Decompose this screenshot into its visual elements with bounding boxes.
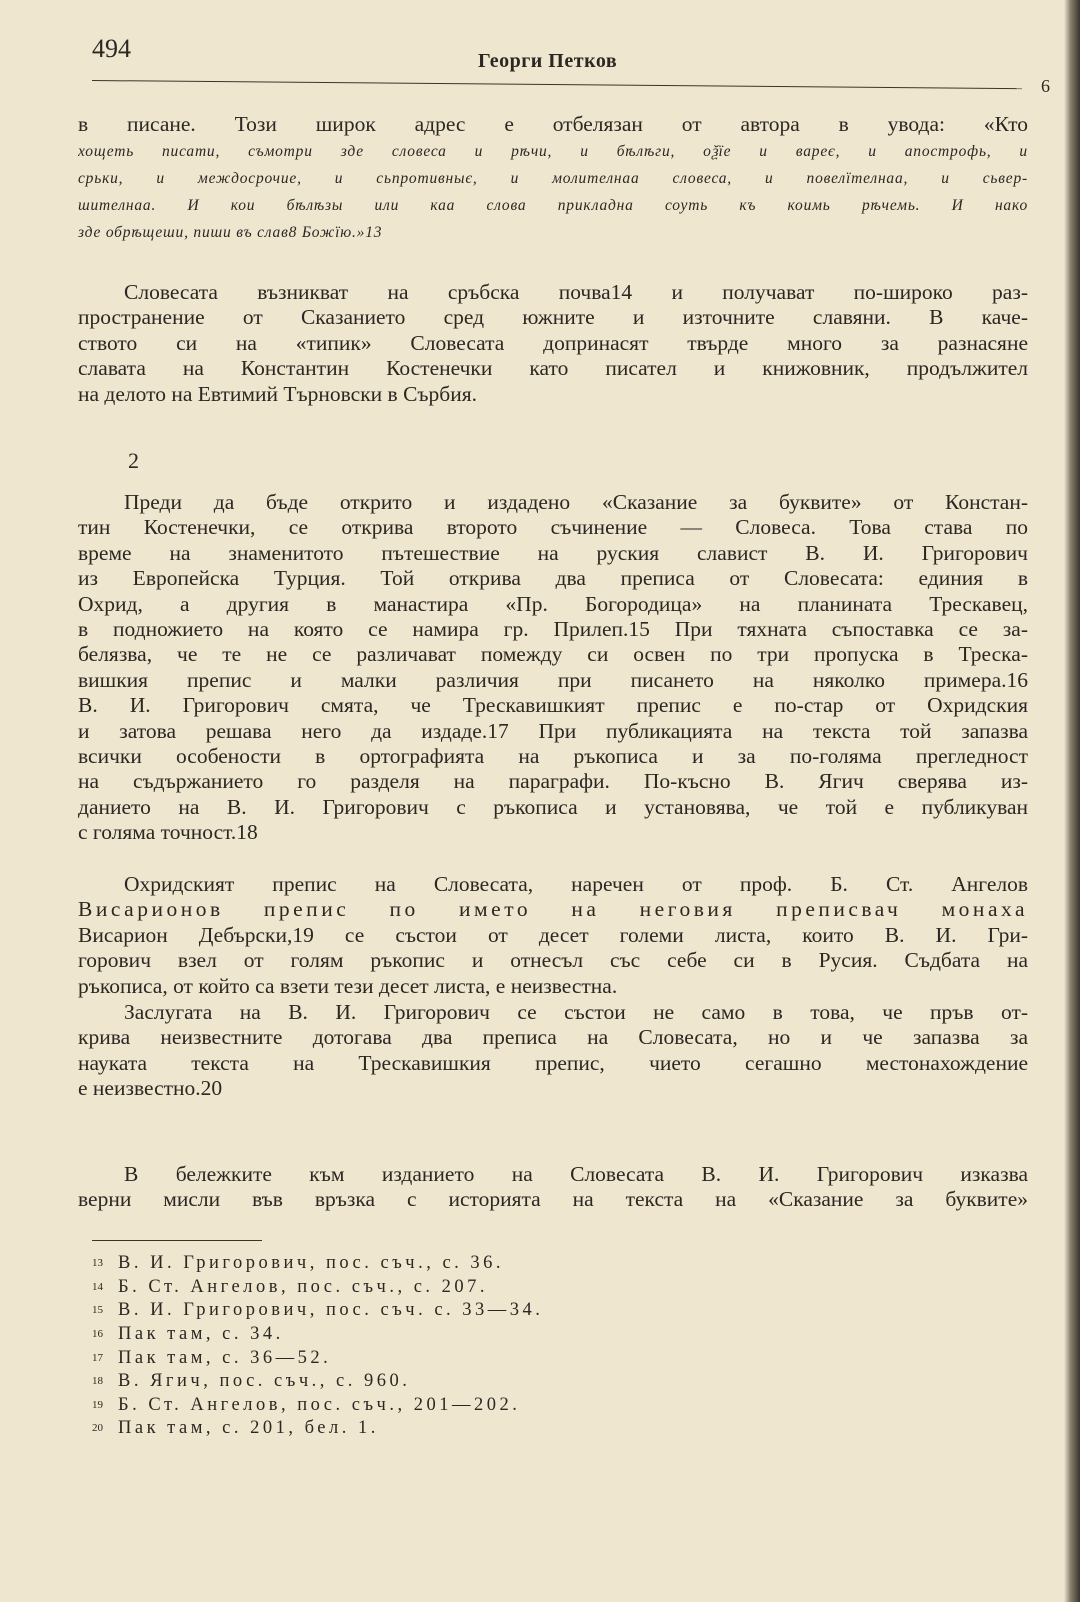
footnote [92, 1276, 543, 1300]
footnote-number: 17 [92, 1351, 103, 1364]
header-rule [92, 80, 1022, 89]
text-line: Словесата възникват на сръбска почва14 и получават по-широко раз- [124, 280, 1028, 304]
footnote-number: 15 [92, 1304, 103, 1317]
footnote [92, 1370, 543, 1394]
quote-line: зде обрѣщеши, пиши въ слав8 Божїю.»13 [78, 224, 383, 241]
text-line: време на знаменитото пътешествие на руския славист В. И. Григорович [78, 540, 1028, 565]
text-line: славата на Константин Костенечки като писател и книжовник, продължител [78, 356, 1028, 381]
text-line: с голяма точност.18 [78, 820, 258, 845]
footnote [92, 1252, 543, 1276]
page-edge-shadow [1064, 0, 1080, 1602]
footnote-number: 13 [92, 1257, 103, 1269]
text-line: горович взел от голям ръкопис и отнесъл със себе си в Русия. Съдбата на [78, 948, 1028, 973]
text-line: в писане. Този широк адрес е отбелязан от автора в увода: «Кто [78, 112, 1028, 136]
side-mark: 6 [1041, 76, 1050, 96]
footnote-text: В. И. Григорович, пос. съч. с. 33—34. [118, 1300, 544, 1321]
paragraph-4 [78, 1000, 1028, 1102]
footnote [92, 1417, 543, 1441]
text-line: В бележките към изданието на Словесата В. И. Григорович изказва [124, 1162, 1028, 1186]
text-line: данието на В. И. Григорович с ръкописа и установява, че той е публикуван [78, 794, 1028, 819]
text-line: вишкия препис и малки различия при писането на няколко примера.16 [78, 667, 1028, 692]
text-line: всички особености в ортографията на ръкописа и за по-голяма прегледност [78, 744, 1028, 769]
text-line: верни мисли във връзка с историята на текста на «Сказание за буквите» [78, 1187, 1028, 1212]
footnotes [92, 1252, 543, 1441]
footnote-number: 20 [92, 1422, 103, 1435]
footnote-number: 18 [92, 1375, 103, 1388]
text-line: науката текста на Трескавишкия препис, чието сегашно местонахождение [78, 1050, 1028, 1075]
text-line: Висарионов препис по името на неговия преписвач монаха [78, 897, 1028, 922]
text-line: и затова решава него да издаде.17 При публикацията на текста той запазва [78, 718, 1028, 743]
quote-line: срьки, и междосрочие, и сьпротивныє, и молителнаа словеса, и повелїтелнаа, и сьвер- [78, 170, 1028, 187]
footnote-text: В. И. Григорович, пос. съч., с. 36. [118, 1253, 505, 1274]
text-line: на съдържанието го разделя на параграфи. По-късно В. Ягич сверява из- [78, 769, 1028, 794]
page-number: 494 [92, 34, 131, 63]
footnote-text: Б. Ст. Ангелов, пос. съч., с. 207. [118, 1276, 489, 1297]
paragraph-3 [78, 872, 1028, 999]
footnote [92, 1323, 543, 1347]
text-line: Преди да бъде открито и издадено «Сказание за буквите» от Констан- [124, 490, 1028, 514]
quote-line: хощеть писати, съмотри зде словеса и рѣчи, и бѣлѣги, оѯїе и вареє, и апострофь, и [78, 143, 1028, 160]
footnote-number: 16 [92, 1327, 103, 1340]
footnote-text: Пак там, с. 36—52. [118, 1347, 332, 1368]
text-line: ството си на «типик» Словесата допринасят твърде много за разнасяне [78, 330, 1028, 355]
section-number: 2 [128, 448, 139, 473]
text-line: тин Костенечки, се открива второто съчинение — Словеса. Това става по [78, 515, 1028, 540]
text-line: ръкописа, от който са взети тези десет листа, е неизвестна. [78, 973, 618, 998]
paragraph-5 [78, 1162, 1028, 1213]
text-line: на делото на Евтимий Търновски в Сърбия. [78, 381, 477, 406]
footnote-text: В. Ягич, пос. съч., с. 960. [118, 1371, 411, 1392]
footnote-text: Пак там, с. 34. [118, 1323, 284, 1344]
text-line: в подножието на която се намира гр. Прилеп.15 При тяхната съпоставка се за- [78, 617, 1028, 642]
text-line: Заслугата на В. И. Григорович се състои не само в това, че пръв от- [124, 1000, 1028, 1024]
footnote [92, 1394, 543, 1418]
text-line: из Европейска Турция. Той открива два преписа от Словесата: единия в [78, 566, 1028, 591]
text-line: Охридският препис на Словесата, наречен от проф. Б. Ст. Ангелов [124, 872, 1028, 896]
footnote-rule [92, 1240, 262, 1241]
intro-paragraph [78, 112, 1028, 137]
text-line: В. И. Григорович смята, че Трескавишкият препис е по-стар от Охридския [78, 693, 1028, 718]
text-line: белязва, че те не се различават помежду си освен по три пропуска в Треска- [78, 642, 1028, 667]
text-line: е неизвестно.20 [78, 1076, 223, 1101]
paragraph-1 [78, 280, 1028, 407]
running-header-author: Георги Петков [478, 50, 618, 72]
footnote-text: Б. Ст. Ангелов, пос. съч., 201—202. [118, 1394, 521, 1415]
slavonic-quote [78, 138, 1028, 246]
footnote [92, 1347, 543, 1371]
text-line: Висарион Дебърски,19 се състои от десет големи листа, които В. И. Гри- [78, 922, 1028, 947]
text-line: крива неизвестните дотогава два преписа на Словесата, но и че запазва за [78, 1025, 1028, 1050]
text-line: Охрид, а другия в манастира «Пр. Богородица» на планината Трескавец, [78, 591, 1028, 616]
footnote-text: Пак там, с. 201, бел. 1. [118, 1418, 379, 1439]
footnote [92, 1299, 543, 1323]
paragraph-2 [78, 490, 1028, 846]
text-line: пространение от Сказанието сред южните и източните славяни. В каче- [78, 305, 1028, 330]
footnote-number: 19 [92, 1398, 103, 1411]
quote-line: шителнаа. И кои бѣлѣзы или каа слова прикладна соуть къ коимь рѣчемь. И нако [78, 197, 1028, 214]
footnote-number: 14 [92, 1280, 103, 1293]
